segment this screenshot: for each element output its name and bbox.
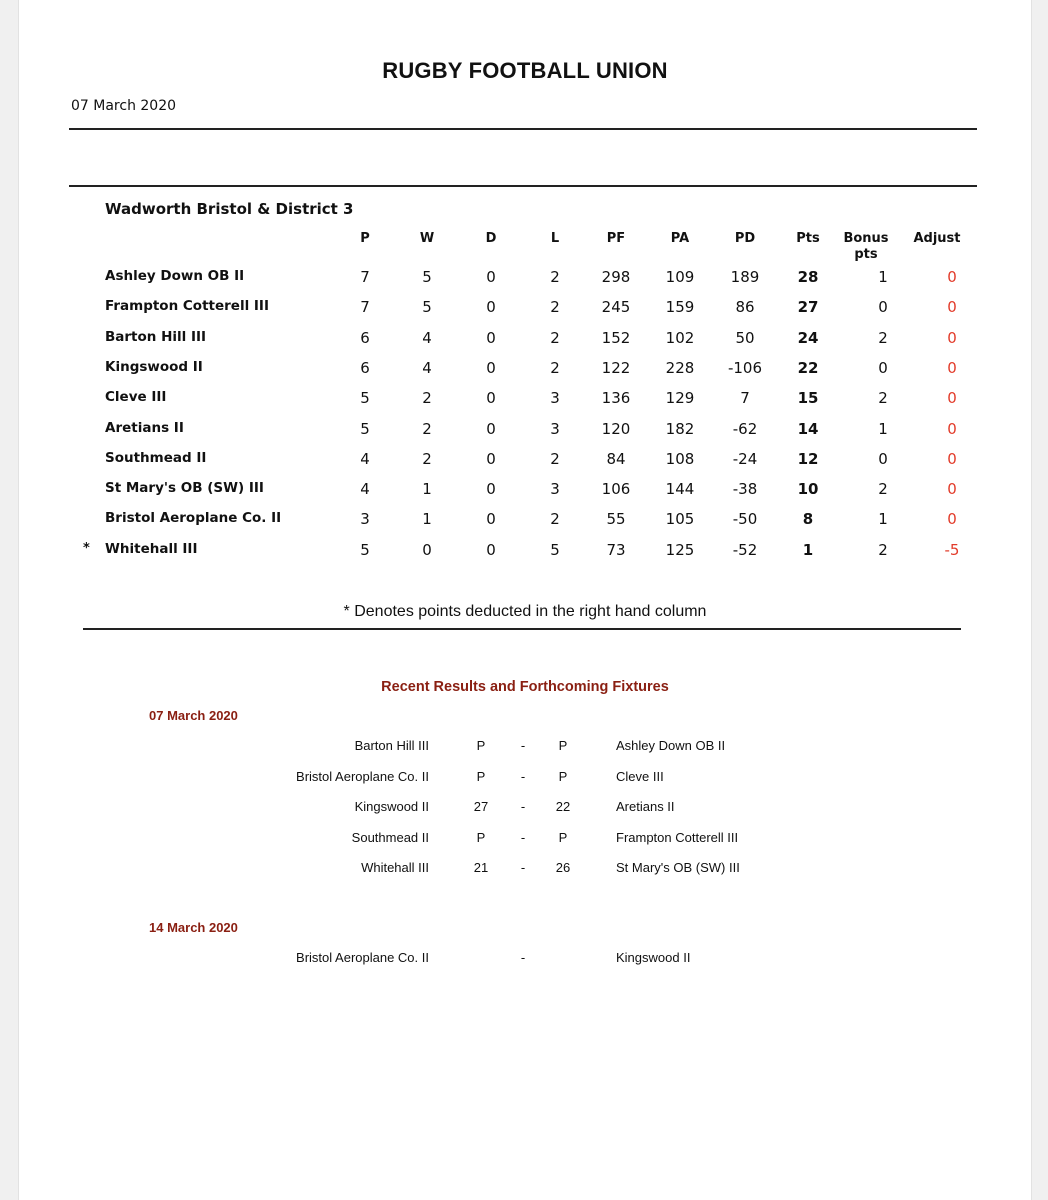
fixture-row xyxy=(19,950,1031,970)
team-name: Cleve III xyxy=(105,389,167,406)
cell-pf: 55 xyxy=(606,510,626,529)
col-header-d: D xyxy=(485,231,497,246)
cell-bonus: 2 xyxy=(878,389,888,408)
col-header-pd: PD xyxy=(734,231,756,246)
home-score: P xyxy=(476,768,486,784)
table-row xyxy=(19,450,1031,474)
table-row xyxy=(19,268,1031,292)
home-team: Kingswood II xyxy=(354,799,429,814)
away-team: Aretians II xyxy=(616,799,675,814)
fixture-row xyxy=(19,769,1031,789)
table-header xyxy=(19,231,1031,262)
cell-pd: 50 xyxy=(735,328,755,347)
home-score: 27 xyxy=(473,799,489,814)
cell-pa: 182 xyxy=(665,419,695,438)
home-team: Southmead II xyxy=(351,829,429,845)
cell-d: 0 xyxy=(486,510,496,529)
fixture-date: 07 March 2020 xyxy=(149,708,238,723)
team-name: Bristol Aeroplane Co. II xyxy=(105,510,282,527)
cell-pts: 15 xyxy=(797,389,819,408)
away-team: St Mary's OB (SW) III xyxy=(616,860,740,875)
cell-pf: 84 xyxy=(606,449,626,468)
home-score: 21 xyxy=(473,860,489,875)
table-row xyxy=(19,359,1031,383)
away-team: Cleve III xyxy=(616,768,664,784)
team-name: Whitehall III xyxy=(105,540,198,557)
home-team: Bristol Aeroplane Co. II xyxy=(296,950,429,965)
home-team: Bristol Aeroplane Co. II xyxy=(296,768,429,784)
away-team: Ashley Down OB II xyxy=(616,738,726,753)
home-team: Whitehall III xyxy=(361,860,429,875)
fixture-row xyxy=(19,799,1031,819)
cell-l: 2 xyxy=(550,510,560,529)
cell-d: 0 xyxy=(486,268,496,286)
home-team: Barton Hill III xyxy=(354,738,429,753)
col-header-p: P xyxy=(360,231,370,246)
cell-d: 0 xyxy=(486,540,496,559)
cell-w: 1 xyxy=(422,510,432,529)
cell-p: 6 xyxy=(360,358,370,377)
divider xyxy=(69,185,977,187)
cell-pd: -24 xyxy=(732,449,758,468)
cell-p: 7 xyxy=(360,268,370,286)
cell-pf: 120 xyxy=(601,419,631,438)
cell-l: 2 xyxy=(550,449,560,468)
fixture-row xyxy=(19,830,1031,850)
away-team: Kingswood II xyxy=(616,950,691,965)
cell-adjust: 0 xyxy=(947,298,957,317)
cell-p: 5 xyxy=(360,540,370,559)
cell-bonus: 1 xyxy=(878,268,888,286)
cell-pa: 129 xyxy=(665,389,695,408)
divider xyxy=(83,628,961,630)
cell-d: 0 xyxy=(486,358,496,377)
table-row xyxy=(19,420,1031,444)
cell-bonus: 0 xyxy=(878,298,888,317)
away-score: 22 xyxy=(555,799,571,814)
cell-w: 4 xyxy=(422,328,432,347)
col-header-w: W xyxy=(419,231,435,246)
cell-pa: 159 xyxy=(665,298,695,317)
fixture-row xyxy=(19,860,1031,880)
home-score: P xyxy=(476,738,486,753)
cell-l: 2 xyxy=(550,298,560,317)
cell-pts: 8 xyxy=(802,510,814,529)
cell-pd: 86 xyxy=(735,298,755,317)
team-name: Southmead II xyxy=(105,449,207,466)
footnote: * Denotes points deducted in the right hand column xyxy=(343,603,707,620)
cell-pd: -62 xyxy=(732,419,758,438)
score-separator: - xyxy=(520,799,526,814)
cell-w: 5 xyxy=(422,298,432,317)
document-page xyxy=(18,0,1032,1200)
cell-pa: 144 xyxy=(665,480,695,499)
cell-pts: 10 xyxy=(797,480,819,499)
cell-adjust: 0 xyxy=(947,328,957,347)
cell-pf: 106 xyxy=(601,480,631,499)
away-score: 26 xyxy=(555,860,571,875)
print-date: 07 March 2020 xyxy=(71,98,177,114)
away-score: P xyxy=(558,829,568,845)
cell-pd: 189 xyxy=(730,268,760,286)
cell-d: 0 xyxy=(486,389,496,408)
cell-w: 1 xyxy=(422,480,432,499)
score-separator: - xyxy=(520,768,526,784)
home-score: P xyxy=(476,829,486,845)
cell-adjust: 0 xyxy=(947,268,957,286)
cell-bonus: 1 xyxy=(878,510,888,529)
cell-d: 0 xyxy=(486,449,496,468)
cell-adjust: 0 xyxy=(947,358,957,377)
cell-adjust: -5 xyxy=(944,540,960,559)
table-row xyxy=(19,389,1031,413)
col-header-bonus: Bonus pts xyxy=(843,231,889,262)
score-separator: - xyxy=(520,829,526,845)
cell-pa: 108 xyxy=(665,449,695,468)
cell-adjust: 0 xyxy=(947,389,957,408)
cell-pa: 109 xyxy=(665,268,695,286)
cell-adjust: 0 xyxy=(947,419,957,438)
page-title: RUGBY FOOTBALL UNION xyxy=(382,58,668,83)
table-row xyxy=(19,510,1031,534)
score-separator: - xyxy=(520,950,526,965)
cell-w: 2 xyxy=(422,419,432,438)
cell-pf: 136 xyxy=(601,389,631,408)
cell-d: 0 xyxy=(486,328,496,347)
cell-w: 0 xyxy=(422,540,432,559)
cell-pf: 245 xyxy=(601,298,631,317)
cell-p: 4 xyxy=(360,449,370,468)
cell-pd: 7 xyxy=(740,389,750,408)
cell-l: 3 xyxy=(550,480,560,499)
cell-pa: 105 xyxy=(665,510,695,529)
cell-pd: -50 xyxy=(732,510,758,529)
cell-pts: 27 xyxy=(797,298,819,317)
col-header-pa: PA xyxy=(670,231,690,246)
cell-adjust: 0 xyxy=(947,480,957,499)
col-header-adjust: Adjust xyxy=(913,231,961,246)
deduction-marker: * xyxy=(83,540,90,556)
cell-pts: 14 xyxy=(797,419,819,438)
cell-l: 2 xyxy=(550,268,560,286)
cell-d: 0 xyxy=(486,298,496,317)
cell-l: 3 xyxy=(550,419,560,438)
away-score: P xyxy=(558,768,568,784)
fixture-date: 14 March 2020 xyxy=(149,920,238,935)
col-header-pts: Pts xyxy=(796,231,820,246)
fixture-row xyxy=(19,738,1031,758)
league-name: Wadworth Bristol & District 3 xyxy=(105,200,354,218)
cell-pf: 122 xyxy=(601,358,631,377)
score-separator: - xyxy=(520,738,526,753)
cell-adjust: 0 xyxy=(947,510,957,529)
cell-pf: 73 xyxy=(606,540,626,559)
team-name: Barton Hill III xyxy=(105,328,207,345)
cell-bonus: 2 xyxy=(878,480,888,499)
table-row xyxy=(19,298,1031,322)
cell-p: 4 xyxy=(360,480,370,499)
team-name: Ashley Down OB II xyxy=(105,268,245,284)
table-row xyxy=(19,329,1031,353)
cell-p: 5 xyxy=(360,389,370,408)
cell-bonus: 0 xyxy=(878,358,888,377)
fixtures-title: Recent Results and Forthcoming Fixtures xyxy=(381,679,669,695)
cell-pts: 22 xyxy=(797,358,819,377)
cell-pa: 125 xyxy=(665,540,695,559)
cell-l: 2 xyxy=(550,358,560,377)
away-score: P xyxy=(558,738,568,753)
team-name: St Mary's OB (SW) III xyxy=(105,480,264,497)
table-row xyxy=(19,541,1031,565)
cell-bonus: 2 xyxy=(878,328,888,347)
col-header-l: L xyxy=(550,231,560,246)
cell-bonus: 1 xyxy=(878,419,888,438)
away-team: Frampton Cotterell III xyxy=(616,829,739,845)
cell-p: 7 xyxy=(360,298,370,317)
cell-w: 2 xyxy=(422,389,432,408)
cell-pts: 1 xyxy=(802,540,814,559)
cell-pts: 24 xyxy=(797,328,819,347)
team-name: Frampton Cotterell III xyxy=(105,298,269,315)
cell-w: 5 xyxy=(422,268,432,286)
cell-d: 0 xyxy=(486,419,496,438)
team-name: Aretians II xyxy=(105,419,184,436)
cell-pa: 228 xyxy=(665,358,695,377)
score-separator: - xyxy=(520,860,526,875)
cell-l: 2 xyxy=(550,328,560,347)
cell-pd: -106 xyxy=(727,358,763,377)
cell-pts: 28 xyxy=(797,268,819,286)
cell-w: 4 xyxy=(422,358,432,377)
cell-pts: 12 xyxy=(797,449,819,468)
cell-bonus: 0 xyxy=(878,449,888,468)
cell-p: 3 xyxy=(360,510,370,529)
cell-d: 0 xyxy=(486,480,496,499)
cell-p: 6 xyxy=(360,328,370,347)
cell-pa: 102 xyxy=(665,328,695,347)
cell-pf: 298 xyxy=(601,268,631,286)
divider xyxy=(69,128,977,130)
cell-w: 2 xyxy=(422,449,432,468)
cell-bonus: 2 xyxy=(878,540,888,559)
cell-adjust: 0 xyxy=(947,449,957,468)
table-row xyxy=(19,480,1031,504)
cell-pf: 152 xyxy=(601,328,631,347)
team-name: Kingswood II xyxy=(105,358,203,375)
cell-pd: -38 xyxy=(732,480,758,499)
cell-p: 5 xyxy=(360,419,370,438)
cell-l: 5 xyxy=(550,540,560,559)
cell-pd: -52 xyxy=(732,540,758,559)
col-header-pf: PF xyxy=(606,231,626,246)
cell-l: 3 xyxy=(550,389,560,408)
